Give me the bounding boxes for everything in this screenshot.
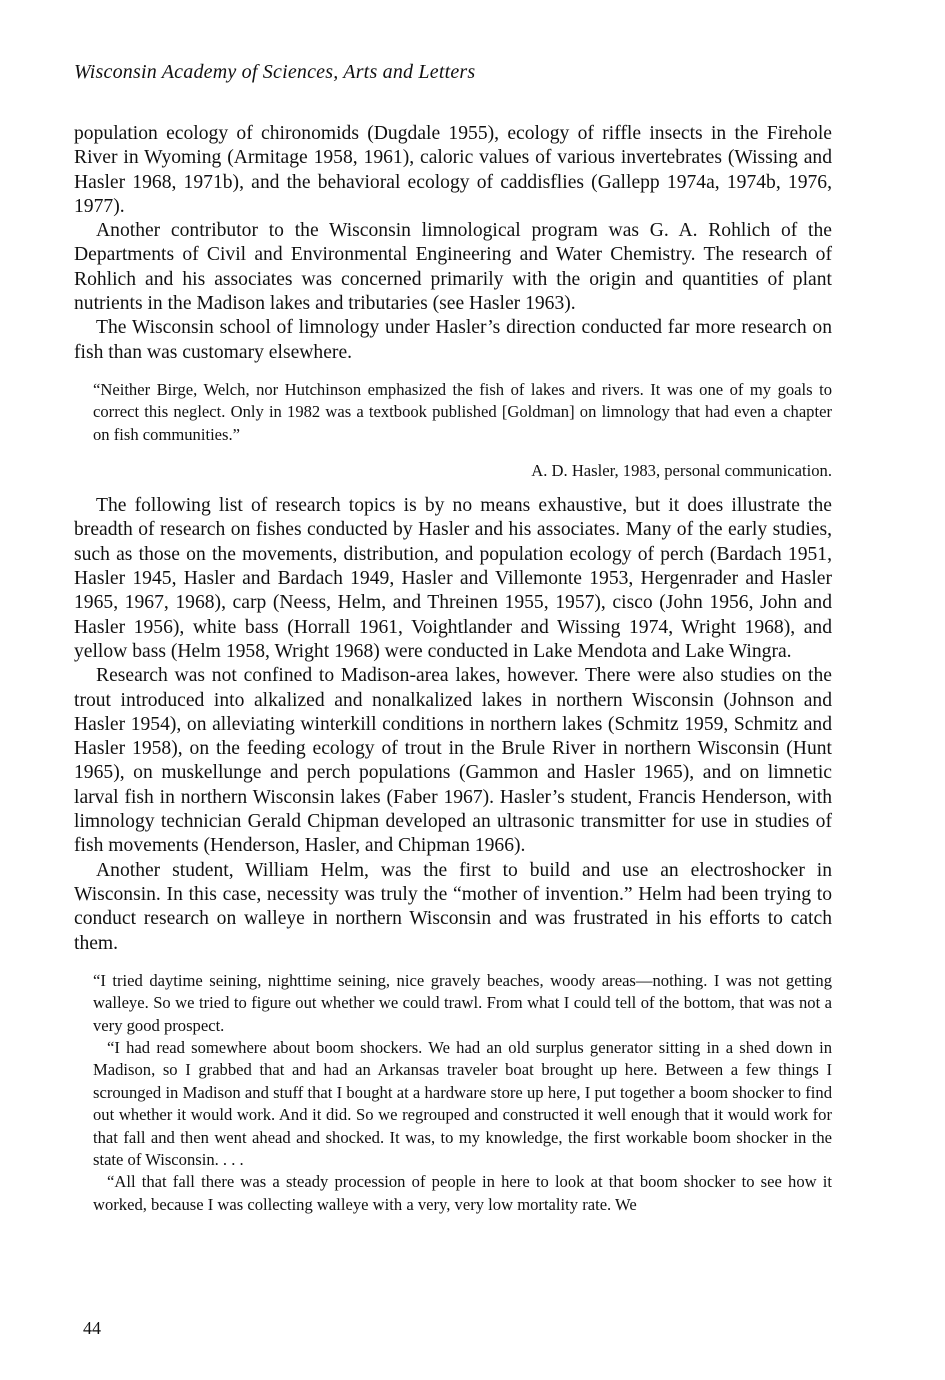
quote-paragraph: “I had read somewhere about boom shockers. We had an old surplus generator sitting in a shed down in Madison, so I grabbed that and had an Arkansas traveler boat brought up here. Between a few things I scrounged in Madison and stuff that I bought at a hardware store up here, I put together a boom shocker to find out whether it would work. And it did. So we regrouped and constructed it well enough that it would work for that fall and then went ahead and shocked. It was, to my knowledge, the first workable boom shocker in the state of Wisconsin. . . . bbox=[93, 1038, 832, 1170]
paragraph: population ecology of chironomids (Dugdale 1955), ecology of riffle insects in the Firehole River in Wyoming (Armitage 1958, 1961), caloric values of various invertebrates (Wissing and Hasler 1968, 1971b), and the behavioral ecology of caddisflies (Gallepp 1974a, 1974b, 1976, 1977). bbox=[74, 123, 832, 217]
paragraph: The Wisconsin school of limnology under Hasler’s direction conducted far more research on fish than was customary elsewhere. bbox=[74, 317, 832, 363]
running-header: Wisconsin Academy of Sciences, Arts and Letters bbox=[74, 61, 476, 83]
paragraph: Another contributor to the Wisconsin limnological program was G. A. Rohlich of the Departments of Civil and Environmental Engineering and Water Chemistry. The research of Rohlich and his associates was concerned primarily with the origin and quantities of plant nutrients in the Madison lakes and tributaries (see Hasler 1963). bbox=[74, 220, 832, 315]
quote-attribution: A. D. Hasler, 1983, personal communication. bbox=[531, 461, 832, 481]
paragraph: Another student, William Helm, was the first to build and use an electroshocker in Wisconsin. In this case, necessity was truly the “mother of invention.” Helm had been trying to conduct research on walleye in northern Wisconsin and was frustrated in his efforts to catch them. bbox=[74, 859, 832, 954]
quote-paragraph: “All that fall there was a steady procession of people in here to look at that boom shocker to see how it worked, because I was collecting walleye with a very, very low mortality rate. We bbox=[93, 1172, 832, 1214]
block-quote bbox=[93, 379, 832, 446]
quote-paragraph: “Neither Birge, Welch, nor Hutchinson emphasized the fish of lakes and rivers. It was one of my goals to correct this neglect. Only in 1982 was a textbook published [Goldman] on limnology that had even a chapter on fish communities.” bbox=[93, 379, 832, 444]
page-number: 44 bbox=[83, 1318, 101, 1338]
block-quote bbox=[93, 970, 832, 1216]
quote-paragraph: “I tried daytime seining, nighttime seining, nice gravely beaches, woody areas—nothing. I was not getting walleye. So we tried to figure out whether we could trawl. From what I could tell of the bottom, that was not a very good prospect. bbox=[93, 970, 832, 1035]
body-text bbox=[74, 122, 832, 1216]
paragraph: Research was not confined to Madison-area lakes, however. There were also studies on the trout introduced into alkalized and nonalkalized lakes in northern Wisconsin (Johnson and Hasler 1954), on alleviating winterkill conditions in northern lakes (Schmitz 1959, Schmitz and Hasler 1958), on the feeding ecology of trout in the Brule River in northern Wisconsin (Hunt 1965), on muskellunge and perch populations (Gammon and Hasler 1965), and on limnetic larval fish in northern Wisconsin lakes (Faber 1967). Hasler’s student, Francis Henderson, with limnology technician Gerald Chipman developed an ultrasonic transmitter for use in studies of fish movements (Henderson, Hasler, and Chipman 1966). bbox=[74, 665, 832, 857]
paragraph: The following list of research topics is by no means exhaustive, but it does illustrate the breadth of research on fishes conducted by Hasler and his associates. Many of the early studies, such as those on the movements, distribution, and population ecology of perch (Bardach 1951, Hasler 1945, Hasler and Bardach 1949, Hasler and Villemonte 1953, Hergenrader and Hasler 1965, 1967, 1968), carp (Neess, Helm, and Threinen 1955, 1957), cisco (John 1956, John and Hasler 1956), white bass (Horrall 1961, Voightlander and Wissing 1974, Wright 1968), and yellow bass (Helm 1958, Wright 1968) were conducted in Lake Mendota and Lake Wingra. bbox=[74, 495, 832, 662]
